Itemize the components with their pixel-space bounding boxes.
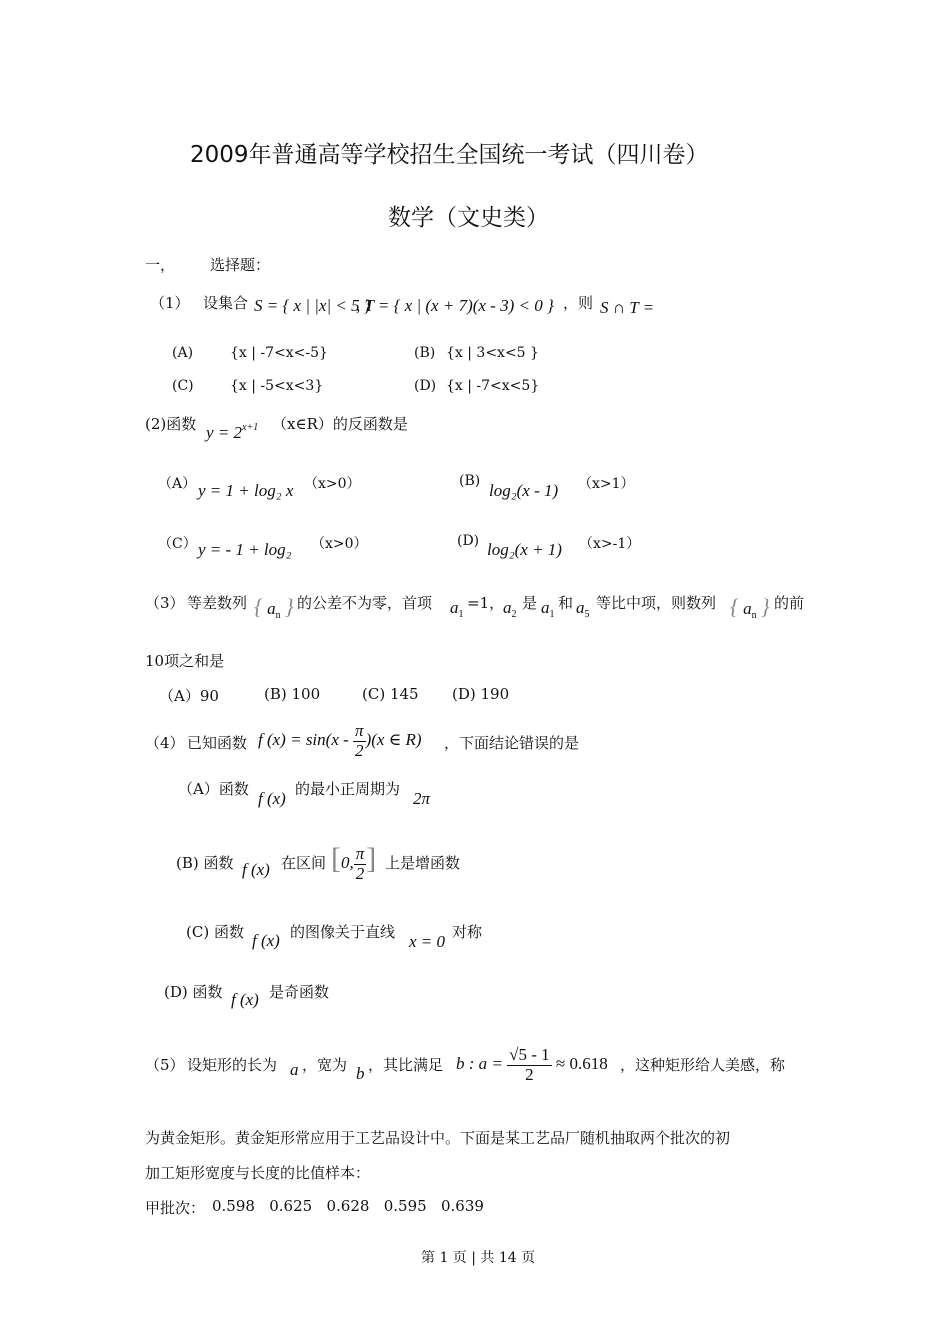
q5-ratio-fraction: $\frac{√5 - 1}{2}$ — [509, 1045, 550, 1084]
q1-option-c-label: (C) — [172, 378, 194, 394]
q3-text-2: 的公差不为零，首项 — [297, 594, 433, 612]
q3-option-a: （A）90 — [159, 687, 219, 705]
q1-option-a-text: {x | -7<x<-5} — [230, 345, 328, 361]
q5-line-3: 加工矩形宽度与长度的比值样本： — [145, 1164, 371, 1182]
q3-option-c: (C) 145 — [362, 685, 419, 703]
q2-number: (2)函数 — [145, 415, 197, 433]
q2-option-d-cond: （x>-1） — [579, 536, 641, 552]
q5-text-4: ，这种矩形给人美感，称 — [620, 1056, 786, 1074]
q2-option-a-formula: y = 1 + log₂ x — [198, 481, 294, 500]
q3-sequence-second: { $a_n$ } — [730, 594, 770, 621]
q2-option-a-label: （A） — [158, 476, 197, 492]
q2-option-b-cond: （x>1） — [578, 476, 635, 492]
page-footer: 第 1 页 | 共 14 页 — [421, 1250, 536, 1266]
q5-ratio-approx: ≈ 0.618 — [555, 1054, 608, 1074]
q1-option-a-label: (A) — [172, 345, 194, 361]
q2-formula-base: y = 2 — [206, 423, 243, 442]
q5-text-3: ，其比满足 — [368, 1056, 444, 1074]
q4-option-c-equation: x = 0 — [409, 932, 446, 951]
q4-option-c-text: 的图像关于直线 — [290, 923, 396, 941]
q4-prefix: 已知函数 — [187, 734, 248, 752]
q4-option-b-interval: [0, $\frac{\pi}{2}$ ] — [331, 842, 377, 883]
q4-formula-right: )(x ∈ R) — [365, 730, 422, 750]
q4-option-c-fx: f (x) — [252, 931, 280, 950]
q5-batch-label: 甲批次： — [145, 1199, 206, 1217]
q3-number: （3） — [145, 594, 185, 612]
q1-set-t: , T = { x | (x + 7)(x - 3) < 0 } — [356, 296, 554, 315]
q1-option-d-text: {x | -7<x<5} — [446, 378, 540, 394]
q5-number: （5） — [145, 1056, 185, 1074]
q5-line-2: 为黄金矩形。黄金矩形常应用于工艺品设计中。下面是某工艺品厂随机抽取两个批次的初 — [145, 1129, 731, 1147]
q4-option-a-value: 2π — [413, 789, 431, 808]
q4-option-b-label: (B) 函数 — [176, 854, 234, 872]
q3-text-7: 的前 — [774, 594, 805, 612]
q1-tail: ，则 — [563, 294, 594, 312]
q3-a1-second: $a_1$ — [541, 598, 555, 620]
q2-option-c-cond: （x>0） — [311, 536, 368, 552]
q4-formula-left: f (x) = sin(x - — [258, 730, 349, 750]
q3-line-2: 10项之和是 — [145, 652, 225, 670]
q2-option-a-cond: （x>0） — [304, 476, 361, 492]
q2-option-b-label: (B) — [459, 473, 481, 489]
q2-option-d-formula: log₂(x + 1) — [487, 540, 562, 559]
q5-text-1: 设矩形的长为 — [187, 1056, 278, 1074]
q3-text-6: 等比中项，则数列 — [596, 594, 717, 612]
q4-option-b-text: 在区间 — [281, 854, 327, 872]
q4-number: （4） — [145, 734, 185, 752]
q5-var-b: b — [356, 1064, 365, 1083]
section-number: 一， — [145, 256, 176, 274]
q3-sequence: { $a_n$ } — [254, 594, 294, 621]
q2-option-b-formula: log₂(x - 1) — [489, 481, 559, 500]
q3-text-3: =1， — [467, 594, 505, 612]
q2-tail: （x∈R）的反函数是 — [272, 415, 408, 433]
q1-option-d-label: (D) — [414, 378, 437, 394]
q3-text-5: 和 — [558, 594, 574, 612]
q4-formula — [258, 722, 422, 760]
page-title: 2009年普通高等学校招生全国统一考试（四川卷） — [190, 142, 709, 168]
q4-option-a-fx: f (x) — [258, 789, 286, 808]
q3-a2: $a_2$ — [503, 598, 517, 620]
q5-batch-values: 0.598 0.625 0.628 0.595 0.639 — [212, 1197, 484, 1215]
q2-formula-exponent: x+1 — [242, 422, 259, 433]
q1-option-c-text: {x | -5<x<3} — [230, 378, 324, 394]
q5-ratio-left: b : a = — [456, 1054, 503, 1074]
q2-option-c-formula: y = - 1 + log₂ — [198, 540, 292, 559]
q2-formula — [206, 422, 258, 443]
q1-set-s: S = { x | |x| < 5 } — [254, 296, 371, 315]
section-label: 选择题： — [210, 256, 271, 274]
q3-a1: $a_1$ — [450, 598, 464, 620]
q4-option-d-text: 是奇函数 — [269, 983, 330, 1001]
q1-prefix: 设集合 — [203, 294, 249, 312]
q4-option-b-tail: 上是增函数 — [385, 854, 461, 872]
q4-tail: ，下面结论错误的是 — [444, 734, 580, 752]
q5-ratio — [456, 1046, 608, 1084]
q3-text-1: 等差数列 — [187, 594, 248, 612]
q4-option-a-label: （A）函数 — [178, 780, 249, 798]
q1-ask: S ∩ T = — [600, 298, 655, 317]
q1-number: （1） — [150, 294, 190, 312]
q4-option-a-text: 的最小正周期为 — [295, 780, 401, 798]
q1-option-b-text: {x | 3<x<5 } — [446, 345, 539, 361]
q4-formula-fraction: $\frac{\pi}{2}$ — [355, 721, 364, 760]
q1-option-b-label: (B) — [414, 345, 436, 361]
q3-option-b: (B) 100 — [264, 685, 321, 703]
q2-option-c-label: （C） — [158, 536, 197, 552]
q3-a5: $a_5$ — [576, 598, 590, 620]
q3-option-d: (D) 190 — [452, 685, 510, 703]
q5-var-a: a — [290, 1060, 299, 1079]
q4-option-b-fx: f (x) — [242, 860, 270, 879]
q4-option-d-label: (D) 函数 — [164, 983, 223, 1001]
q2-option-d-label: (D) — [457, 533, 480, 549]
page-subtitle: 数学（文史类） — [388, 205, 549, 231]
q3-text-4: 是 — [522, 594, 538, 612]
q4-option-c-label: (C) 函数 — [186, 923, 244, 941]
q4-option-c-tail: 对称 — [452, 923, 483, 941]
q4-option-d-fx: f (x) — [231, 990, 259, 1009]
q5-text-2: ，宽为 — [302, 1056, 348, 1074]
